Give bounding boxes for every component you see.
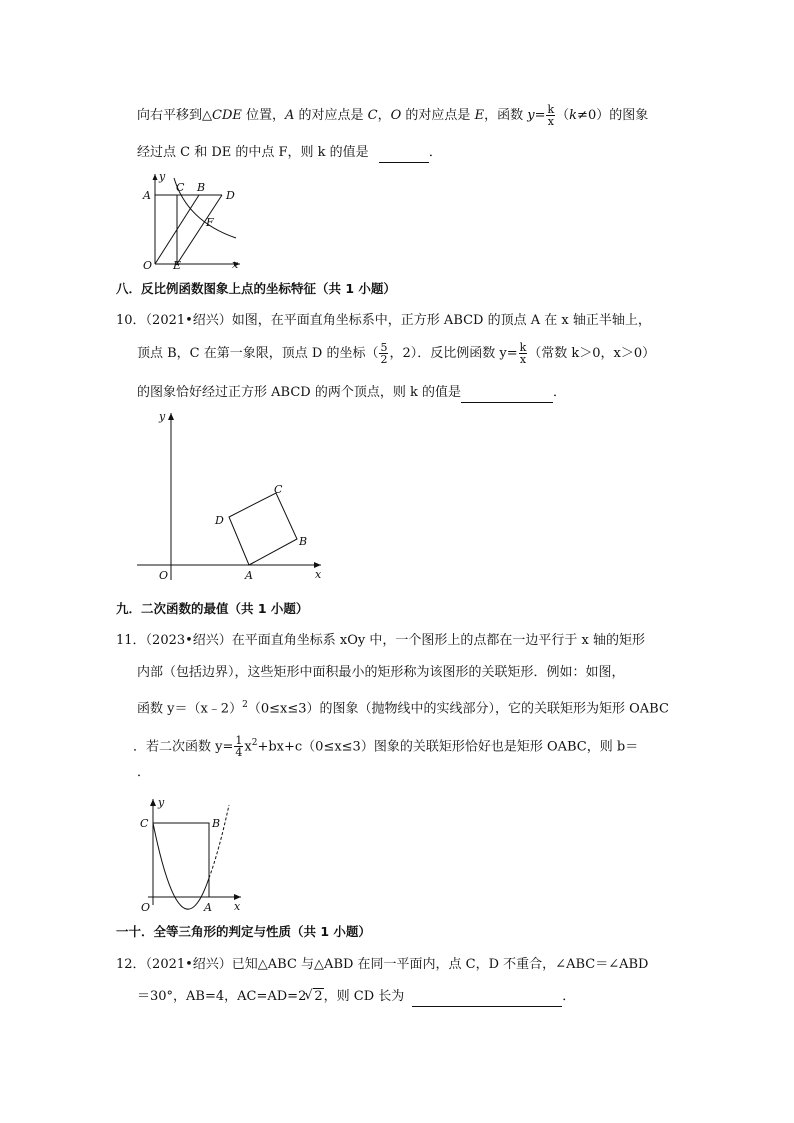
- q11-line2: 内部（包括边界），这些矩形中面积最小的矩形称为该图形的关联矩形．例如：如图，: [137, 665, 625, 680]
- q10-label-D: D: [215, 514, 224, 527]
- q10-line3: 的图象恰好经过正方形 ABCD 的两个顶点，则 k 的值是 ．: [137, 383, 566, 403]
- q9-label-y: y: [159, 170, 166, 183]
- q9-label-O: O: [143, 259, 153, 272]
- q12-line2: ＝30°，AB=4，AC=AD=2√ 2，则 CD 长为 ．: [137, 987, 575, 1007]
- q11-line1: 11．（2023•绍兴）在平面直角坐标系 xOy 中，一个图形上的点都在一边平行于 x 轴的矩形: [116, 633, 645, 648]
- q9-answer-blank[interactable]: [379, 148, 429, 163]
- q9-label-C: C: [176, 181, 185, 194]
- q9-label-B: B: [197, 181, 206, 194]
- q10-label-C: C: [274, 483, 283, 496]
- q12-answer-blank[interactable]: [412, 992, 562, 1007]
- section-10-heading: 一十．全等三角形的判定与性质（共 1 小题）: [116, 924, 371, 939]
- q11-line5: ．: [137, 765, 151, 780]
- q11-label-y: y: [158, 796, 165, 809]
- q11-label-C: C: [140, 817, 149, 830]
- q9-line2: 经过点 C 和 DE 的中点 F，则 k 的值是 ．: [137, 143, 442, 163]
- q10-label-O: O: [159, 569, 169, 582]
- q11-label-x: x: [234, 900, 241, 913]
- q11-label-A: A: [204, 901, 212, 914]
- q11-figure: [135, 793, 255, 918]
- q12-sqrt: √ 2: [306, 987, 323, 1007]
- q9-fraction: $\frac{k}{x}$: [547, 103, 555, 128]
- q11-label-O: O: [141, 901, 151, 914]
- q9-line1: 向右平移到△CDE 位置，A 的对应点是 C，O 的对应点是 E，函数 y= $\frac{k}{x}$ （k≠0）的图象: [137, 103, 649, 128]
- q10-fraction-k-x: $\frac{k}{x}$: [519, 341, 527, 366]
- q10-label-y: y: [159, 410, 166, 423]
- q9-label-E: E: [173, 259, 182, 272]
- section-8-heading: 八．反比例函数图象上点的坐标特征（共 1 小题）: [116, 281, 396, 296]
- q12-line1: 12．（2021•绍兴）已知△ABC 与△ABD 在同一平面内，点 C，D 不重合，∠ABC＝∠ABD: [116, 957, 649, 972]
- q9-label-A: A: [143, 189, 151, 202]
- q9-label-x: x: [232, 258, 239, 271]
- q11-line3: 函数 y＝（x﹣2）$^2$（0≤x≤3）的图象（抛物线中的实线部分），它的关联矩形为矩形 OABC: [137, 700, 669, 717]
- q11-label-B: B: [212, 817, 221, 830]
- q10-answer-blank[interactable]: [461, 388, 553, 403]
- q11-line4: ．若二次函数 y= $\frac{1}{4}$ $x^2+bx+c(0\le x\le 3)$图象的关联矩形恰好也是矩形 OABC，则 b＝: [133, 734, 639, 760]
- q11-fraction: $\frac{1}{4}$: [235, 734, 243, 760]
- q10-figure: [135, 405, 335, 585]
- q10-line2: 顶点 B，C 在第一象限，顶点 D 的坐标（ $\frac{5}{2}$ ，2）．反比例函数 y= $\frac{k}{x}$ （常数 k＞0，x＞0）: [137, 341, 656, 366]
- q10-fraction-5-2: $\frac{5}{2}$: [380, 341, 388, 366]
- q10-line1: 10．（2021•绍兴）如图，在平面直角坐标系中，正方形 ABCD 的顶点 A 在 x 轴正半轴上，: [116, 313, 651, 328]
- q10-label-A: A: [245, 569, 253, 582]
- q9-label-D: D: [226, 189, 235, 202]
- q10-label-B: B: [299, 535, 308, 548]
- q9-figure: [140, 168, 250, 273]
- section-9-heading: 九．二次函数的最值（共 1 小题）: [116, 601, 309, 616]
- q10-label-x: x: [315, 568, 322, 581]
- q9-label-F: F: [206, 216, 214, 229]
